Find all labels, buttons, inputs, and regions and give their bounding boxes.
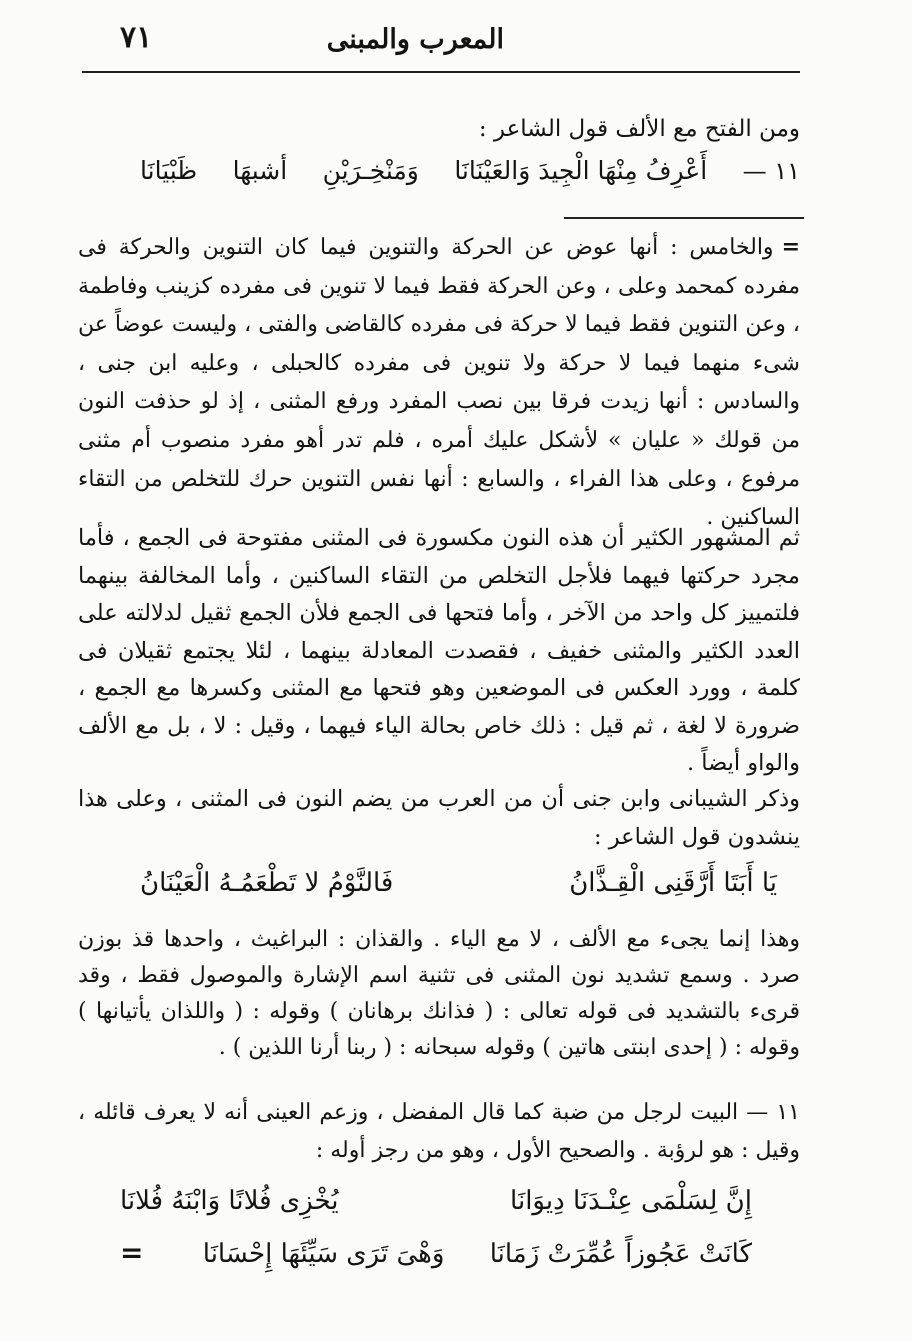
footnote-separator — [564, 217, 804, 219]
verse-2 — [140, 868, 777, 898]
verse-hemistich-2b: أشبهَا — [232, 156, 288, 185]
continuation-marker: = — [781, 234, 800, 260]
paragraph-3: وهذا إنما يجىء مع الألف ، لا مع الياء . والقذان : البراغيث ، واحدها قذ بوزن صرد . وسمع تشديد نون المثنى فى تثنية اسم الإشارة والموصول فقط ، وقد قرىء بالتشديد فى قوله تعالى : ( فذانك برهانان ) وقوله : ( واللذان يأتيانها ) وقوله : ( إحدى ابنتى هاتين ) وقوله سبحانه : ( ربنا أرنا اللذين ) . — [78, 927, 800, 1060]
verse-11 — [140, 156, 800, 185]
couplet-1-hemistich-2: يُخْزِى فُلانًا وَابْنَهُ فُلانَا — [120, 1186, 339, 1216]
paragraph-2: وذكر الشيبانى وابن جنى أن من العرب من يضم النون فى المثنى ، وعلى هذا ينشدون قول الشاعر : — [78, 786, 800, 850]
paragraph-1: ثم المشهور الكثير أن هذه النون مكسورة فى المثنى مفتوحة فى الجمع ، فأما مجرد حركتها فيهما فلأجل التخلص من التقاء الساكنين ، وأما المخالفة بينهما فلتمييز كل واحد من الآخر ، وأما فتحها فى الجمع فلأن الجمع ثقيل لدلالته على العدد الكثير والمثنى خفيف ، فقصدت المعادلة بينهما ، لئلا يجتمع ثقيلان فى كلمة ، وورد العكس فى الموضعين وهو فتحها مع المثنى وكسرها مع الجمع ، ضرورة لا لغة ، ثم قيل : ذلك خاص بحالة الياء فيهما ، وقيل : لا ، بل مع الألف والواو أيضاً . — [78, 525, 800, 776]
verse-2-hemistich-2: فَالنَّوْمُ لا تَطْعَمُـهُ الْعَيْنَانُ — [140, 868, 394, 898]
couplet-2-hemistich-1: كَانَتْ عَجُوزاً عُمِّرَتْ زَمَانَا — [489, 1239, 752, 1269]
verse-hemistich-2c: ظَبْيَانَا — [140, 156, 198, 185]
couplet-line-1 — [120, 1186, 752, 1216]
page-header — [82, 18, 804, 62]
page-number: ٧١ — [120, 20, 153, 55]
footnote-continuation — [78, 228, 800, 538]
verse-2-hemistich-1: يَا أَبَتَا أَرَّقَنِى الْقِـذَّانُ — [569, 868, 777, 898]
couplet-1-hemistich-1: إِنَّ لِسَلْمَى عِنْـدَنَا دِيوَانَا — [510, 1186, 752, 1216]
footnote-text: والخامس : أنها عوض عن الحركة والتنوين فيما كان التنوين والحركة فى مفرده كمحمد وعلى ، وعن الحركة فقط فيما لا تنوين فى مفرده كزينب وفاطمة ، وعن التنوين فقط فيما لا حركة فى مفرده كالقاضى والفتى ، وليست عوضاً عن شىء منهما فيما لا حركة ولا تنوين فى مفرده كالحبلى ، وعليه ابن جنى ، والسادس : أنها زيدت فرقا بين نصب المفرد ورفع المثنى ، إذ لو حذفت النون من قولك « عليان » لأشكل عليك أمره ، فلم تدر أهو مفرد منصوب أم مثنى مرفوع ، وعلى هذا الفراء ، والسابع : أنها نفس التنوين حرك للتخلص من التقاء الساكنين . — [78, 235, 800, 531]
header-rule — [82, 71, 800, 73]
verse-hemistich-1: أَعْرِفُ مِنْهَا الْجِيدَ وَالعَيْنَانَا — [454, 156, 708, 185]
running-title: المعرب والمبنى — [326, 24, 504, 55]
verse-number: ١١ — — [742, 157, 800, 185]
couplet-line-2 — [120, 1236, 752, 1269]
footnote-11: ١١ — البيت لرجل من ضبة كما قال المفضل ، وزعم العينى أنه لا يعرف قائله ، وقيل : هو لرؤبة . والصحيح الأول ، وهو من رجز أوله : — [78, 1100, 800, 1163]
continuation-marker-end: = — [120, 1236, 144, 1269]
intro-line: ومن الفتح مع الألف قول الشاعر : — [478, 116, 800, 142]
couplet-2-hemistich-2: وَهْىَ تَرَى سَيِّئَهَا إِحْسَانَا — [202, 1239, 445, 1269]
verse-hemistich-2a: وَمَنْخِـرَيْنِ — [322, 156, 419, 185]
